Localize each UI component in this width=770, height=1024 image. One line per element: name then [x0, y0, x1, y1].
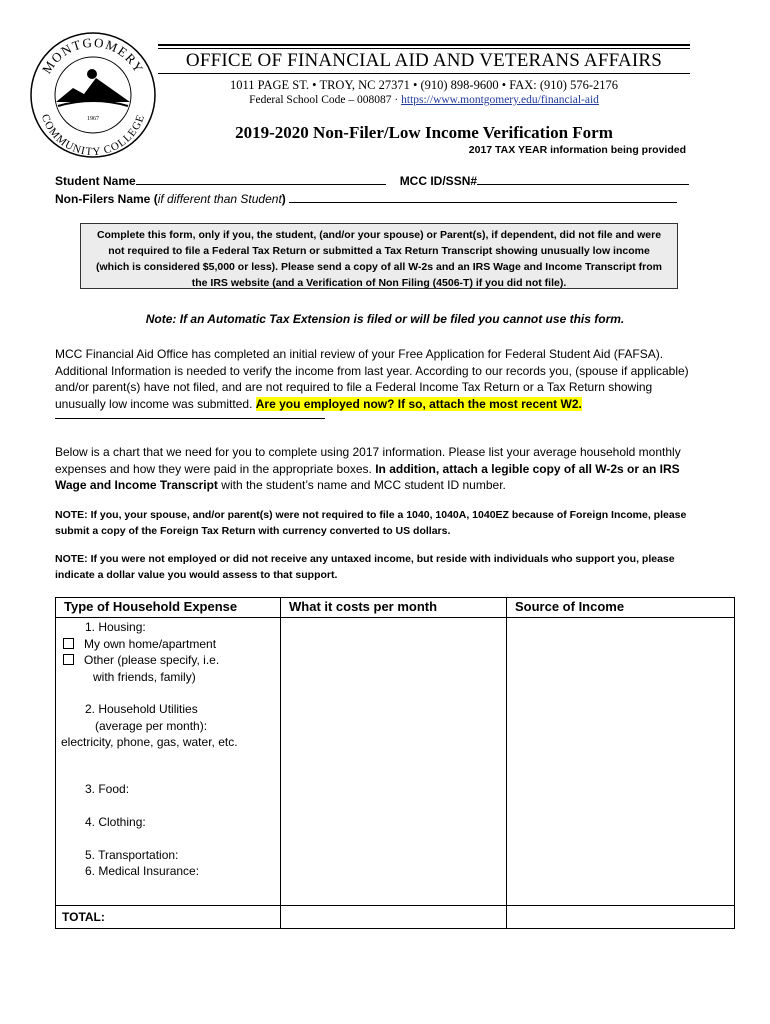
school-code: Federal School Code – 008087 · [249, 94, 402, 106]
other-housing-checkbox[interactable] [63, 654, 74, 665]
form-title: 2019-2020 Non-Filer/Low Income Verification Form [235, 123, 613, 142]
header-expense-type: Type of Household Expense [56, 598, 281, 618]
utilities-examples: electricity, phone, gas, water, etc. [61, 735, 238, 749]
employment-answer-line[interactable] [55, 412, 325, 419]
chart-paragraph [55, 444, 695, 494]
housing-option-own: My own home/apartment [57, 636, 279, 653]
header-rule-top-thin [158, 48, 690, 49]
header-rule-mid [158, 73, 690, 74]
student-name-label: Student Name [55, 174, 136, 188]
mcc-id-field[interactable] [477, 173, 689, 185]
tax-extension-note: Note: If an Automatic Tax Extension is filed or will be filed you cannot use this form. [145, 312, 625, 326]
review-text: MCC Financial Aid Office has completed an initial review of your Free Application for Federal Student Aid (FAFSA). Additional Information is needed to verify the income from last year. According to our records you, (spouse if applicable) and/or parent(s) have not filed, and are not required to file a Federal Income Tax Return or a Tax Return showing unusually low income was submitted. [55, 347, 689, 411]
nonfiler-name-row [55, 191, 677, 206]
instructions-box: Complete this form, only if you, the student, (and/or your spouse) or Parent(s), if dependent, did not file and were not required to file a Federal Tax Return or submitted a Tax Return Transcript showing unusually low income (which is considered $5,000 or less). Please send a copy of all W-2s and an IRS Wage and Income Transcript from the IRS website (and a Verification of Non Filing (4506-T) if you did not file). [80, 223, 678, 289]
mcc-id-label: MCC ID/SSN# [399, 174, 478, 188]
nonfiler-label-close: ) [281, 192, 286, 206]
own-home-checkbox[interactable] [63, 638, 74, 649]
expense-types-cell [56, 618, 281, 906]
housing-label: 1. Housing: [85, 620, 146, 634]
chart-text: Below is a chart that we need for you to complete using 2017 information. Please list your average household monthly expenses and how they were paid in the appropriate boxes. [55, 445, 681, 476]
tax-year-note: 2017 TAX YEAR information being provided [468, 144, 686, 156]
medical-insurance-label: 6. Medical Insurance: [85, 864, 200, 878]
household-expense-table [55, 597, 735, 929]
school-code-line [158, 94, 690, 106]
food-label: 3. Food: [85, 781, 130, 796]
nonfiler-label-italic: if different than Student [157, 192, 282, 206]
utilities-label: 2. Household Utilities [85, 702, 198, 716]
header-monthly-cost: What it costs per month [281, 598, 507, 618]
logo-text-top: MONTGOMERY [38, 34, 148, 77]
foreign-income-note: NOTE: If you, your spouse, and/or parent(s) were not required to file a 1040, 1040A, 1040EZ because of Foreign Income, please submit a copy of the Foreign Tax Return with currency converted to US dollars. [55, 509, 687, 537]
office-address: 1011 PAGE ST. • TROY, NC 27371 • (910) 898-9600 • FAX: (910) 576-2176 [229, 78, 619, 92]
chart-tail: with the student’s name and MCC student ID number. [217, 478, 506, 492]
nonfiler-label: Non-Filers Name ( [55, 192, 158, 206]
employment-question: Are you employed now? If so, attach the most recent W2. [255, 396, 582, 411]
student-name-field[interactable] [136, 173, 386, 185]
total-source-cell[interactable] [507, 906, 735, 929]
total-cost-cell[interactable] [281, 906, 507, 929]
support-note: NOTE: If you were not employed or did not receive any untaxed income, but reside with individuals who support you, please indicate a dollar value you would assess to that support. [55, 553, 675, 581]
office-title: OFFICE OF FINANCIAL AID AND VETERANS AFFAIRS [185, 50, 663, 71]
utilities-sub: (average per month): [95, 718, 208, 733]
student-name-row [55, 173, 689, 188]
total-label: TOTAL: [56, 906, 281, 929]
monthly-cost-cell[interactable] [281, 618, 507, 906]
header-income-source: Source of Income [507, 598, 735, 618]
clothing-label: 4. Clothing: [85, 815, 146, 829]
college-logo [28, 30, 158, 160]
income-source-cell[interactable] [507, 618, 735, 906]
logo-text-bottom: COMMUNITY COLLEGE [38, 112, 148, 159]
housing-option-other-cont: with friends, family) [93, 669, 196, 684]
financial-aid-link[interactable]: https://www.montgomery.edu/financial-aid [401, 94, 599, 106]
header-rule-top [158, 44, 690, 46]
logo-year: 1967 [87, 116, 99, 122]
transportation-label: 5. Transportation: [85, 847, 179, 862]
w2-requirement: In addition, attach a legible copy of all W-2s or an IRS Wage and Income Transcript [55, 461, 680, 492]
housing-option-other: Other (please specify, i.e. [57, 652, 279, 669]
review-paragraph [55, 346, 695, 419]
nonfiler-name-field[interactable] [289, 191, 677, 203]
